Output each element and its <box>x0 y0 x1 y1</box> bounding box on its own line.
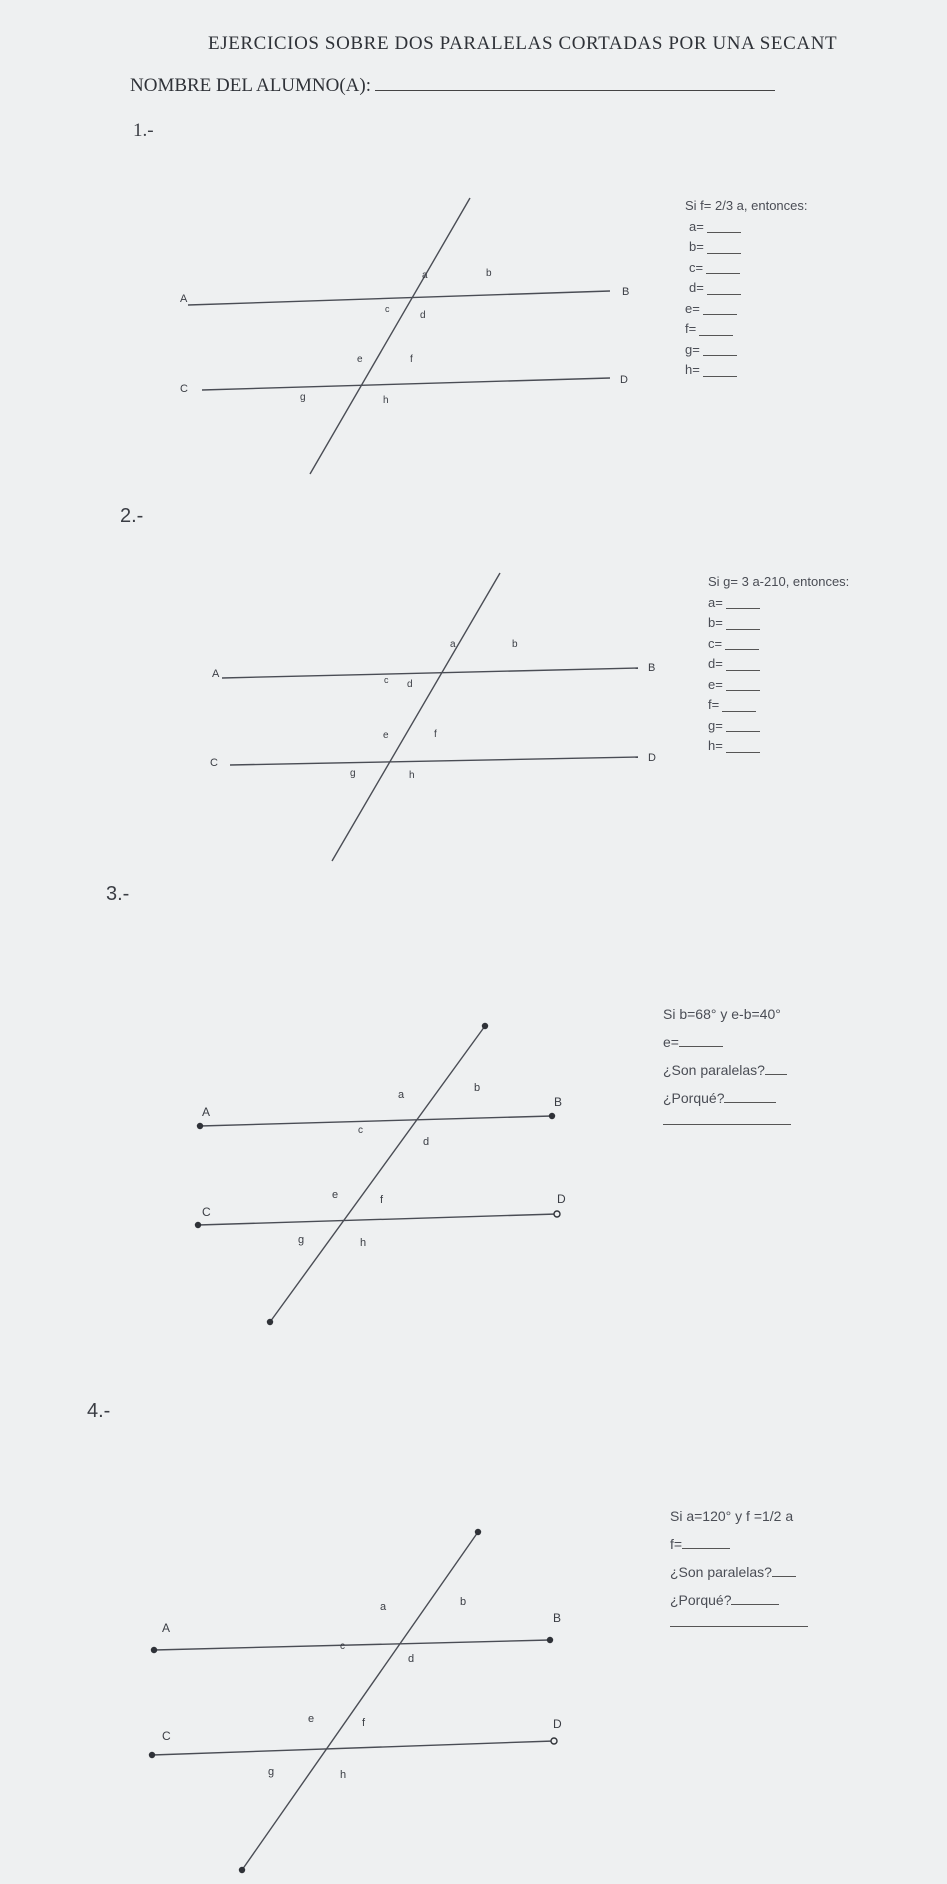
exercise-3-condition: Si b=68° y e-b=40° <box>663 1006 781 1022</box>
parallel-line-ab <box>200 1116 552 1126</box>
angle-label-g: g <box>300 392 306 403</box>
exercise-1-diagram <box>170 190 650 480</box>
parallel-line-cd <box>152 1741 554 1755</box>
exercise-3-number: 3.- <box>106 883 130 905</box>
angle-label-c: c <box>384 675 389 685</box>
angle-label-c: c <box>340 1641 345 1652</box>
angle-label-g: g <box>268 1766 275 1778</box>
answer-blank[interactable] <box>703 314 737 315</box>
angle-label-f: f <box>434 729 437 740</box>
label-c-point: C <box>162 1729 171 1743</box>
answer-blank[interactable] <box>726 608 760 609</box>
exercise-3-unknown-row: e= <box>663 1028 791 1056</box>
exercise-2-number: 2.- <box>120 505 144 527</box>
answer-blank[interactable] <box>772 1564 796 1577</box>
angle-label-d: d <box>407 679 413 690</box>
worksheet-title: EJERCICIOS SOBRE DOS PARALELAS CORTADAS POR UNA SECANT <box>208 33 838 54</box>
endpoint-dot <box>149 1752 155 1758</box>
exercise-3-parallel-question: ¿Son paralelas? <box>663 1056 791 1084</box>
endpoint-dot <box>267 1319 273 1325</box>
parallel-line-ab <box>188 291 610 305</box>
label-d-point: D <box>553 1717 562 1731</box>
label-b-point: B <box>648 662 656 674</box>
exercise-4-number: 4.- <box>87 1400 111 1422</box>
label-b-point: B <box>553 1611 562 1625</box>
angle-label-c: c <box>385 304 390 314</box>
answer-blank[interactable] <box>722 711 756 712</box>
answer-blank[interactable] <box>703 376 737 377</box>
exercise-4-why-question: ¿Porqué? <box>670 1586 808 1614</box>
exercise-2-diagram <box>200 565 680 865</box>
answer-blank[interactable] <box>703 355 737 356</box>
angle-label-e: e <box>332 1189 339 1201</box>
transversal-line <box>270 1026 485 1322</box>
endpoint-dot-open <box>551 1738 557 1744</box>
angle-label-f: f <box>362 1717 366 1729</box>
angle-label-h: h <box>409 770 415 781</box>
exercise-3-diagram <box>180 1010 600 1340</box>
answer-blank[interactable] <box>707 253 741 254</box>
endpoint-dot-open <box>554 1211 560 1217</box>
answer-blank[interactable] <box>706 273 740 274</box>
exercise-2-condition: Si g= 3 a-210, entonces: <box>708 574 850 589</box>
answer-blank[interactable] <box>707 232 741 233</box>
angle-label-b: b <box>512 639 518 650</box>
answer-blank[interactable] <box>699 335 733 336</box>
exercise-4-parallel-question: ¿Son paralelas? <box>670 1558 808 1586</box>
parallel-line-cd <box>230 757 638 765</box>
answer-row-a: a= <box>685 217 808 238</box>
answer-row-f: f= <box>685 319 808 340</box>
angle-label-h: h <box>340 1769 347 1781</box>
answer-blank[interactable] <box>726 629 760 630</box>
answer-blank[interactable] <box>726 731 760 732</box>
angle-label-a: a <box>450 639 456 650</box>
angle-label-c: c <box>358 1125 363 1136</box>
answer-row-b: b= <box>708 613 849 634</box>
parallel-line-ab <box>154 1640 550 1650</box>
label-b-point: B <box>622 286 630 298</box>
exercise-4-condition: Si a=120° y f =1/2 a <box>670 1508 794 1524</box>
angle-label-a: a <box>422 270 428 281</box>
student-name-blank[interactable] <box>375 76 775 91</box>
answer-row-f: f= <box>708 695 849 716</box>
answer-row-g: g= <box>708 716 849 737</box>
answer-blank[interactable] <box>731 1592 779 1605</box>
angle-label-e: e <box>383 730 389 741</box>
angle-label-f: f <box>380 1194 384 1206</box>
answer-blank[interactable] <box>679 1034 723 1047</box>
endpoint-dot <box>549 1113 555 1119</box>
answer-blank[interactable] <box>707 294 741 295</box>
answer-blank[interactable] <box>726 752 760 753</box>
exercise-1-answers <box>685 196 808 381</box>
exercise-2-answers <box>708 572 849 757</box>
label-c-point: C <box>210 757 218 769</box>
angle-label-a: a <box>380 1601 387 1613</box>
parallel-line-ab <box>222 668 638 678</box>
exercise-4-questions <box>670 1502 808 1627</box>
endpoint-dot <box>197 1123 203 1129</box>
label-b-point: B <box>554 1095 563 1109</box>
angle-label-b: b <box>486 268 492 279</box>
answer-blank-line[interactable] <box>670 1614 808 1627</box>
answer-row-h: h= <box>685 360 808 381</box>
answer-row-c: c= <box>685 258 808 279</box>
answer-row-c: c= <box>708 634 849 655</box>
angle-label-e: e <box>308 1713 315 1725</box>
parallel-line-cd <box>198 1214 557 1225</box>
angle-label-b: b <box>474 1082 481 1094</box>
exercise-4-diagram <box>140 1510 580 1880</box>
label-d-point: D <box>648 752 656 764</box>
angle-label-f: f <box>410 354 413 365</box>
answer-blank[interactable] <box>724 1090 776 1103</box>
angle-label-a: a <box>398 1089 405 1101</box>
student-name-label: NOMBRE DEL ALUMNO(A): <box>130 75 372 96</box>
endpoint-dot <box>239 1867 245 1873</box>
label-a-point: A <box>202 1105 211 1119</box>
exercise-1-condition: Si f= 2/3 a, entonces: <box>685 198 808 213</box>
answer-row-a: a= <box>708 593 849 614</box>
answer-blank[interactable] <box>682 1536 730 1549</box>
answer-row-b: b= <box>685 237 808 258</box>
angle-label-d: d <box>420 310 426 321</box>
student-name-row <box>130 75 947 97</box>
label-d-point: D <box>557 1192 566 1206</box>
exercise-1-number: 1.- <box>133 120 154 141</box>
transversal-line <box>310 198 470 474</box>
parallel-line-cd <box>202 378 610 390</box>
label-d-point: D <box>620 374 628 386</box>
angle-label-d: d <box>423 1136 430 1148</box>
answer-blank[interactable] <box>725 649 759 650</box>
transversal-line <box>332 573 500 861</box>
answer-row-h: h= <box>708 736 849 757</box>
angle-label-h: h <box>383 395 389 406</box>
answer-row-d: d= <box>708 654 849 675</box>
exercise-3-why-question: ¿Porqué? <box>663 1084 791 1112</box>
exercise-4-unknown-row: f= <box>670 1530 808 1558</box>
answer-row-e: e= <box>685 299 808 320</box>
answer-blank[interactable] <box>726 670 760 671</box>
label-a-point: A <box>162 1621 171 1635</box>
answer-row-e: e= <box>708 675 849 696</box>
answer-row-d: d= <box>685 278 808 299</box>
endpoint-dot <box>195 1222 201 1228</box>
transversal-line <box>242 1532 478 1870</box>
angle-label-e: e <box>357 354 363 365</box>
angle-label-g: g <box>298 1234 305 1246</box>
angle-label-g: g <box>350 768 356 779</box>
label-c-point: C <box>180 383 188 395</box>
angle-label-h: h <box>360 1237 367 1249</box>
answer-row-g: g= <box>685 340 808 361</box>
endpoint-dot <box>475 1529 481 1535</box>
exercise-3-questions <box>663 1000 791 1125</box>
answer-blank[interactable] <box>765 1062 787 1075</box>
endpoint-dot <box>151 1647 157 1653</box>
angle-label-d: d <box>408 1653 415 1665</box>
label-c-point: C <box>202 1205 211 1219</box>
answer-blank[interactable] <box>726 690 760 691</box>
endpoint-dot <box>482 1023 488 1029</box>
angle-label-b: b <box>460 1596 467 1608</box>
answer-blank-line[interactable] <box>663 1112 791 1125</box>
label-a-point: A <box>180 293 188 305</box>
label-a-point: A <box>212 668 220 680</box>
endpoint-dot <box>547 1637 553 1643</box>
